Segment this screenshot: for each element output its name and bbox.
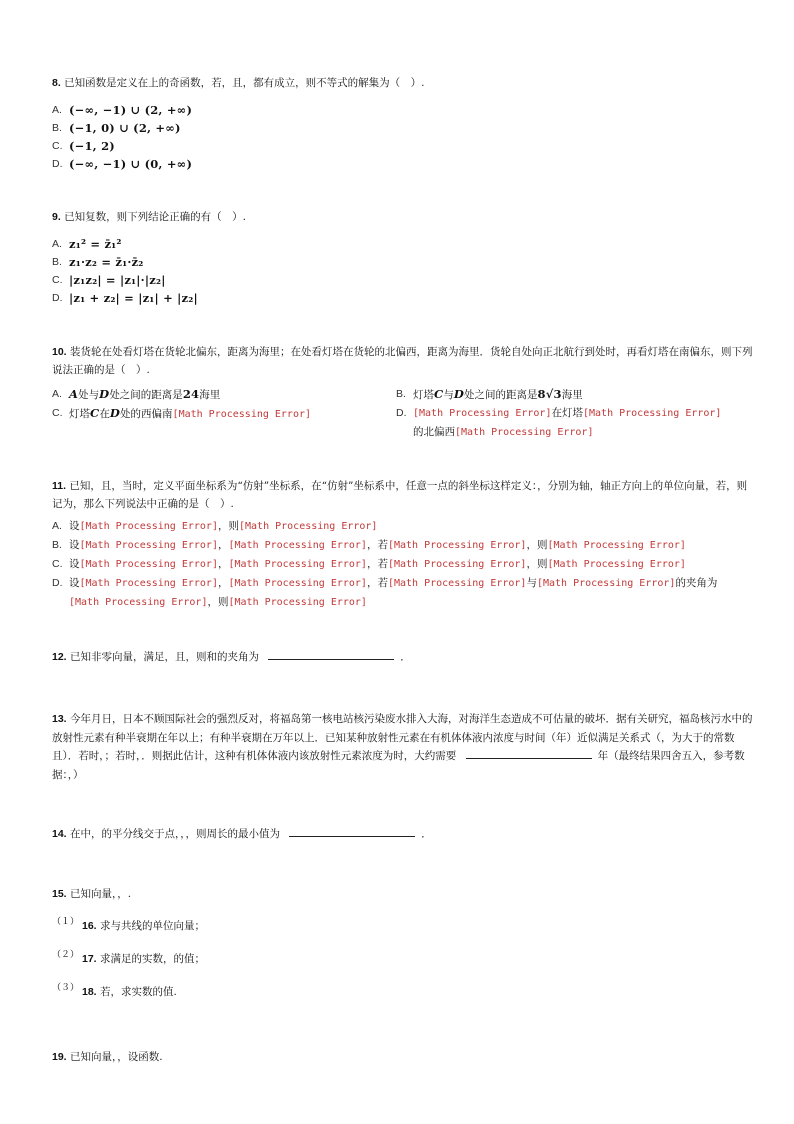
option-c[interactable]: C. (−1, 2) bbox=[52, 138, 115, 153]
option-d[interactable]: D. (−∞, −1) ∪ (0, +∞) bbox=[52, 156, 193, 171]
question-number: 8. bbox=[52, 77, 61, 89]
answer-blank[interactable] bbox=[466, 748, 592, 759]
option-b[interactable]: B. 设[Math Processing Error]，[Math Processing Error]，若[Math Processing Error]，则[Math Processing Error] bbox=[52, 539, 686, 551]
question-stem: 已知非零向量，满足，且，则和的夹角为 bbox=[69, 651, 259, 663]
sub-question-3: （３） 18. 若，求实数的值. bbox=[52, 982, 177, 998]
answer-blank[interactable] bbox=[289, 826, 415, 837]
question-stem: 已知，且，当时，定义平面坐标系为“仿射”坐标系，在“仿射”坐标系中，任意一点的斜坐标这样定义：，分别为轴，轴正方向上的单位向量，若，则记为，那么下列说法中正确的是（ ）. bbox=[52, 480, 748, 510]
option-b[interactable]: B. 灯塔C与D处之间的距离是8√3海里 bbox=[396, 387, 583, 401]
answer-blank[interactable] bbox=[268, 649, 394, 660]
question-11 bbox=[52, 478, 754, 612]
question-stem: 在中，的平分线交于点，，，则周长的最小值为 bbox=[69, 828, 280, 840]
option-d[interactable]: D. [Math Processing Error]在灯塔[Math Processing Error] 的北偏西[Math Processing Error] bbox=[396, 407, 722, 438]
question-number: 13. bbox=[52, 713, 67, 725]
question-stem: 已知向量，，设函数. bbox=[69, 1051, 163, 1063]
option-a[interactable]: A. A处与D处之间的距离是24海里 bbox=[52, 387, 221, 401]
question-stem: 已知复数，则下列结论正确的有（ ）. bbox=[64, 211, 246, 223]
question-stem: 今年月日，日本不顾国际社会的强烈反对，将福岛第一核电站核污染废水排入大海，对海洋生态造成不可估量的破坏．据有关研究，福岛核污水中的放射性元素有种半衰期在年以上；有种半衰期在万年以上．已知某种放射性元素在有机体体液内浓度与时间（年）近似满足关系式（，为大于的常数且）．若时，；若时，．则据此估计，这种有机体体液内该放射性元素浓度为时，大约需要 bbox=[52, 713, 753, 762]
question-number: 9. bbox=[52, 211, 61, 223]
question-12: 12. 已知非零向量，满足，且，则和的夹角为 ． bbox=[52, 651, 411, 663]
option-c[interactable]: C. |z₁z₂| = |z₁|·|z₂| bbox=[52, 272, 166, 287]
question-19 bbox=[52, 1049, 754, 1067]
option-a[interactable]: A. (−∞, −1) ∪ (2, +∞) bbox=[52, 102, 193, 117]
math-error: [Math Processing Error] bbox=[413, 408, 552, 419]
option-b[interactable]: B. z₁·z₂ = z̄₁·z̄₂ bbox=[52, 254, 144, 269]
question-number: 10. bbox=[52, 346, 67, 358]
sub-question-1: （１） 16. 求与共线的单位向量； bbox=[52, 916, 205, 932]
option-c[interactable]: C. 灯塔C在D处的西偏南[Math Processing Error] bbox=[52, 406, 312, 420]
question-number: 15. bbox=[52, 888, 67, 900]
option-b[interactable]: B. (−1, 0) ∪ (2, +∞) bbox=[52, 120, 181, 135]
question-stem: 已知向量，，. bbox=[69, 888, 132, 900]
question-13: 13. 今年月日，日本不顾国际社会的强烈反对，将福岛第一核电站核污染废水排入大海，对海洋生态造成不可估量的破坏．据有关研究，福岛核污水中的放射性元素有种半衰期在年以上；有种半衰期在万年以上．已知某种放射性元素在有机体体液内浓度与时间（年）近似满足关系式（，为大于的常数且）．若时，；若时，．则据此估计，这种有机体体液内该放射性元素浓度为时，大约需要 年（最终结果四舍五入，参考数据：，） bbox=[52, 713, 753, 781]
sub-question-2: （２） 17. 求满足的实数，的值； bbox=[52, 949, 205, 965]
option-c[interactable]: C. 设[Math Processing Error]，[Math Processing Error]，若[Math Processing Error]，则[Math Processing Error] bbox=[52, 558, 686, 570]
question-14: 14. 在中，的平分线交于点，，，则周长的最小值为 ． bbox=[52, 828, 432, 840]
question-9 bbox=[52, 209, 754, 307]
question-number: 14. bbox=[52, 828, 67, 840]
option-a[interactable]: A. z₁² = z̄₁² bbox=[52, 236, 122, 251]
question-stem: 已知函数是定义在上的奇函数，若，且，都有成立，则不等式的解集为（ ）. bbox=[64, 77, 425, 89]
question-8 bbox=[52, 75, 754, 173]
math-error: [Math Processing Error] bbox=[172, 409, 312, 420]
question-stem: 装货轮在处看灯塔在货轮北偏东，距离为海里；在处看灯塔在货轮的北偏西，距离为海里．货轮自处向正北航行到处时，再看灯塔在南偏东，则下列说法正确的是（ ）. bbox=[52, 346, 753, 376]
question-number: 11. bbox=[52, 480, 67, 492]
question-number: 12. bbox=[52, 651, 67, 663]
question-10 bbox=[52, 344, 754, 442]
option-a[interactable]: A. 设[Math Processing Error]，则[Math Processing Error] bbox=[52, 520, 378, 532]
option-d[interactable]: D. 设[Math Processing Error]，[Math Processing Error]，若[Math Processing Error]与[Math Processing Error]的夹角为 [Math Processing Error]，则[Math Processing Error] bbox=[52, 577, 718, 608]
question-number: 19. bbox=[52, 1051, 67, 1063]
option-d[interactable]: D. |z₁ + z₂| = |z₁| + |z₂| bbox=[52, 290, 198, 305]
question-15 bbox=[52, 886, 754, 1017]
math-error: [Math Processing Error] bbox=[582, 408, 722, 419]
math-error: [Math Processing Error] bbox=[455, 427, 594, 438]
